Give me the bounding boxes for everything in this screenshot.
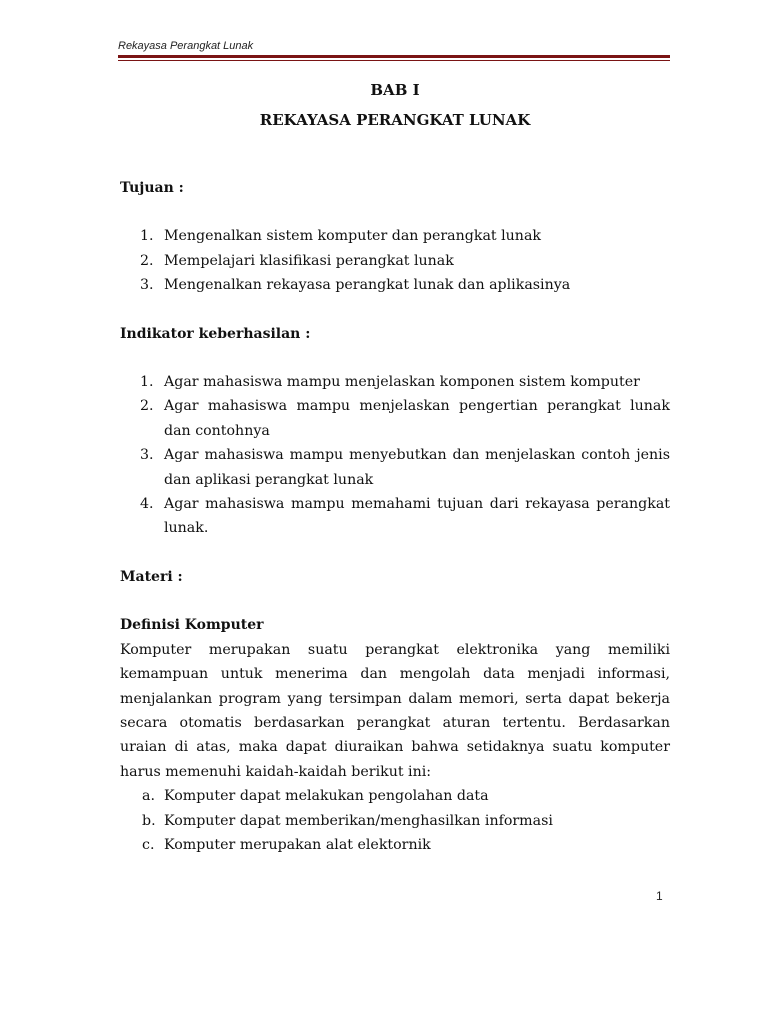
list-text: Komputer dapat melakukan pengolahan data <box>164 788 489 805</box>
list-number: 3. <box>140 447 154 464</box>
list-number: 3. <box>140 277 154 294</box>
indikator-item <box>120 443 670 492</box>
list-text: Agar mahasiswa mampu menjelaskan komponen sistem komputer <box>164 374 640 391</box>
list-number: 2. <box>140 252 154 269</box>
indikator-list <box>120 370 670 541</box>
indikator-item <box>120 394 670 443</box>
list-letter: c. <box>142 836 155 853</box>
list-text: Komputer dapat memberikan/menghasilkan informasi <box>164 812 553 829</box>
header-rule-thin <box>118 60 670 61</box>
indikator-item <box>120 492 670 541</box>
list-letter: b. <box>142 812 156 829</box>
page-number: 1 <box>656 889 663 903</box>
running-header: Rekayasa Perangkat Lunak <box>118 40 254 52</box>
kaidah-item <box>120 784 670 808</box>
list-text: Mengenalkan rekayasa perangkat lunak dan aplikasinya <box>164 277 571 294</box>
chapter-title: REKAYASA PERANGKAT LUNAK <box>259 111 531 129</box>
kaidah-list <box>120 784 670 857</box>
kaidah-item <box>120 809 670 833</box>
list-letter: a. <box>142 788 155 805</box>
indikator-item <box>120 370 670 394</box>
chapter-label: BAB I <box>370 81 420 99</box>
list-text: Komputer merupakan alat elektornik <box>164 836 431 853</box>
list-number: 2. <box>140 398 154 415</box>
indikator-heading: Indikator keberhasilan : <box>120 325 311 342</box>
definisi-heading: Definisi Komputer <box>120 617 264 634</box>
list-text: Agar mahasiswa mampu menyebutkan dan menjelaskan contoh jenis dan aplikasi perangkat lunak <box>164 447 670 488</box>
tujuan-item <box>120 249 670 273</box>
list-text: Agar mahasiswa mampu memahami tujuan dari rekayasa perangkat lunak. <box>164 496 670 537</box>
list-number: 4. <box>140 496 154 513</box>
tujuan-item <box>120 224 670 248</box>
list-text: Mengenalkan sistem komputer dan perangkat lunak <box>164 228 541 245</box>
definisi-paragraph: Komputer merupakan suatu perangkat elektronika yang memiliki kemampuan untuk menerima dan mengolah data menjadi informasi, menjalankan program yang tersimpan dalam memori, serta dapat bekerja secara otomatis berdasarkan perangkat aturan tertentu. Berdasarkan uraian di atas, maka dapat diuraikan bahwa setidaknya suatu komputer harus memenuhi kaidah-kaidah berikut ini: <box>120 641 670 780</box>
kaidah-item <box>120 833 670 857</box>
list-number: 1. <box>140 228 154 245</box>
document-body <box>120 80 670 857</box>
list-text: Agar mahasiswa mampu menjelaskan pengertian perangkat lunak dan contohnya <box>164 398 670 439</box>
list-text: Mempelajari klasifikasi perangkat lunak <box>164 252 454 269</box>
list-number: 1. <box>140 374 154 391</box>
materi-heading: Materi : <box>120 568 183 585</box>
tujuan-item <box>120 273 670 297</box>
header-rule <box>118 55 670 58</box>
tujuan-heading: Tujuan : <box>120 180 184 196</box>
tujuan-list <box>120 224 670 297</box>
